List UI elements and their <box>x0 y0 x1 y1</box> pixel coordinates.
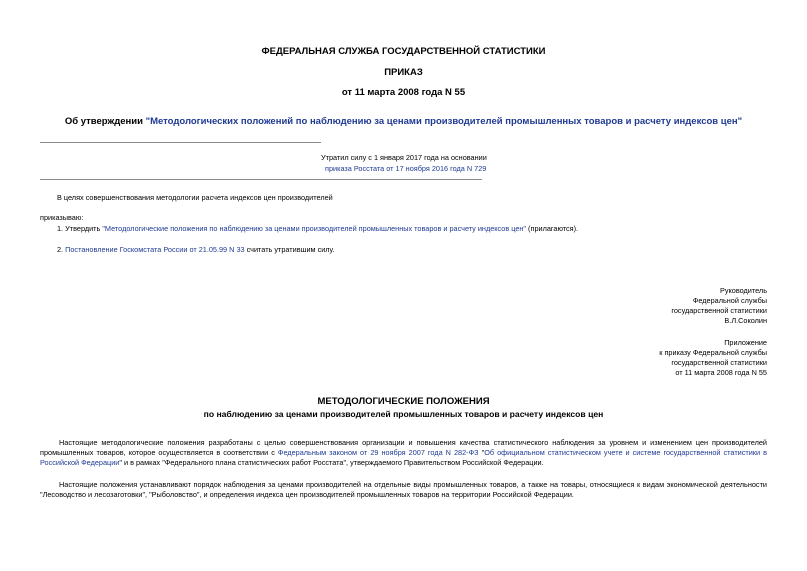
document-title <box>0 116 807 127</box>
order-item-1-link[interactable]: "Методологические положения по наблюдению за ценами производителей промышленных товаров и расчету индексов цен" <box>102 224 527 233</box>
order-item-1-suffix: (прилагаются). <box>526 224 579 233</box>
order-item-2-suffix: считать утратившим силу. <box>244 245 335 254</box>
document-type: ПРИКАЗ <box>384 67 423 78</box>
section-paragraph-1 <box>40 438 767 468</box>
appendix-block <box>659 338 767 378</box>
status-note-link[interactable]: приказа Росстата от 17 ноября 2016 года N 729 <box>325 164 487 173</box>
order-item-2-prefix: 2. <box>57 245 66 254</box>
status-rule-top <box>40 142 321 143</box>
agency-name: ФЕДЕРАЛЬНАЯ СЛУЖБА ГОСУДАРСТВЕННОЙ СТАТИСТИКИ <box>261 46 546 57</box>
intro-text: В целях совершенствования методологии расчета индексов цен производителей <box>57 193 333 202</box>
paragraph-1-text-b: " <box>478 448 485 457</box>
section-title: МЕТОДОЛОГИЧЕСКИЕ ПОЛОЖЕНИЯ <box>317 396 490 407</box>
paragraph-1-law-title-link[interactable]: Об официальном статистическом учете и системе государственной статистики в Российской Федерации <box>40 448 767 467</box>
paragraph-1-law-link[interactable]: Федеральным законом от 29 ноября 2007 года N 282-ФЗ <box>277 448 479 457</box>
paragraph-1-text-c: " и в рамках "Федерального плана статистических работ Росстата", утверждаемого Правительством Российской Федерации. <box>119 458 544 467</box>
order-item-1-prefix: 1. Утвердить <box>57 224 103 233</box>
appendix-line-4: от 11 марта 2008 года N 55 <box>675 368 767 377</box>
signature-line-2: Федеральной службы <box>692 296 767 305</box>
signature-block <box>671 286 767 326</box>
order-item-2 <box>57 245 335 255</box>
appendix-line-3: государственной статистики <box>671 358 767 367</box>
order-item-2-link[interactable]: Постановление Госкомстата России от 21.05.99 N 33 <box>65 245 245 254</box>
status-note-line1: Утратил силу с 1 января 2017 года на основании <box>321 153 487 162</box>
status-rule-bottom <box>40 179 482 180</box>
order-word: приказываю: <box>40 213 84 222</box>
document-date: от 11 марта 2008 года N 55 <box>341 87 466 98</box>
appendix-line-2: к приказу Федеральной службы <box>659 348 767 357</box>
section-paragraph-2: Настоящие положения устанавливают порядок наблюдения за ценами производителей на отдельные виды промышленных товаров, а также на товары, относящиеся к видам экономической деятельности "Лесоводство и лесозаготовки", "Рыболовство", и определения индекса цен производителей промышленных товаров на территории Российской Федерации. <box>40 480 767 499</box>
signature-line-3: государственной статистики <box>671 306 767 315</box>
section-subtitle: по наблюдению за ценами производителей промышленных товаров и расчету индексов цен <box>203 409 604 419</box>
document-title-link[interactable]: "Методологических положений по наблюдению за ценами производителей промышленных товаров и расчету индексов цен" <box>145 116 743 127</box>
signature-line-4: В.Л.Соколин <box>724 316 767 325</box>
appendix-line-1: Приложение <box>724 338 767 347</box>
order-item-1 <box>57 224 578 234</box>
paragraph-1-text-a: Настоящие методологические положения разработаны с целью совершенствования организации и повышения качества статистического наблюдения за уровнем и изменением цен производителей промышленных товаров, которое осуществляется в соответствии с <box>40 438 767 457</box>
document-title-prefix: Об утверждении <box>64 116 146 127</box>
signature-line-1: Руководитель <box>719 286 767 295</box>
